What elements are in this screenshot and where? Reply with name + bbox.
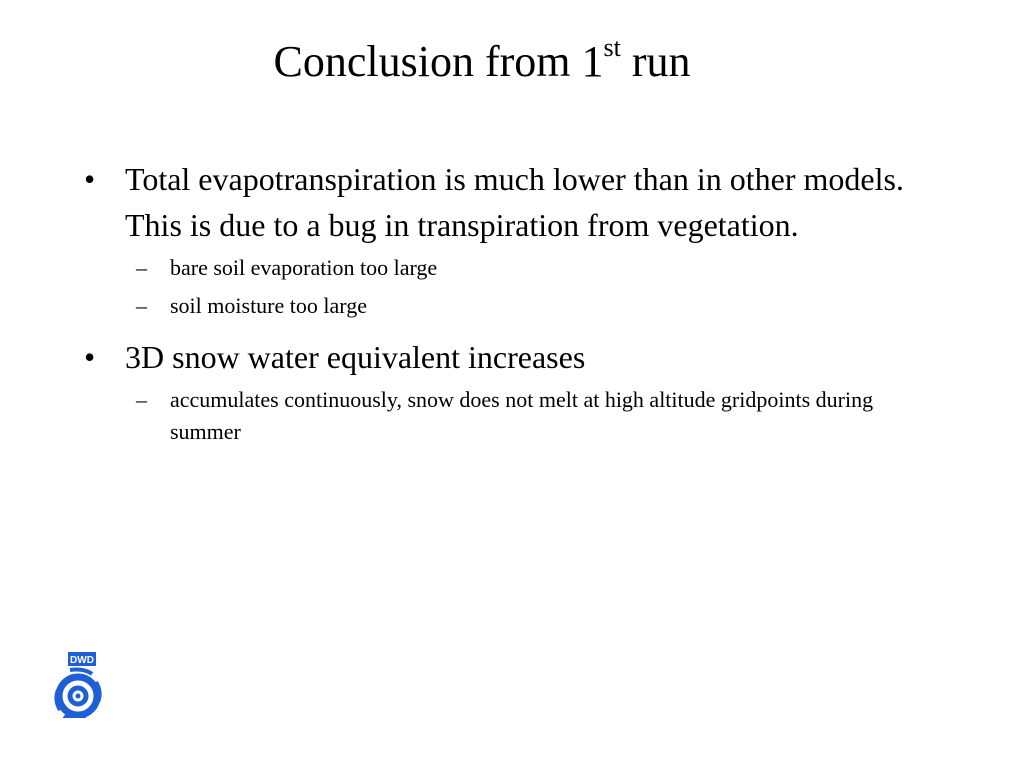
title-superscript: st bbox=[603, 33, 621, 63]
sub-bullet-item bbox=[84, 252, 944, 284]
dwd-logo bbox=[50, 652, 106, 718]
sub-bullet-text: soil moisture too large bbox=[170, 293, 367, 318]
sub-bullet-marker: – bbox=[136, 293, 147, 318]
sub-bullet-item bbox=[84, 290, 944, 322]
bullet-marker: • bbox=[84, 161, 96, 197]
slide-content bbox=[84, 156, 944, 454]
sub-bullet-marker: – bbox=[136, 387, 147, 412]
logo-text: DWD bbox=[70, 655, 94, 666]
bullet-text: Total evapotranspiration is much lower than in other models. This is due to a bug in transpiration from vegetation. bbox=[125, 161, 904, 243]
sub-bullet-text: accumulates continuously, snow does not melt at high altitude gridpoints during summer bbox=[170, 387, 874, 444]
title-end: run bbox=[620, 37, 691, 86]
title-main: Conclusion from 1 bbox=[273, 37, 604, 86]
bullet-item bbox=[84, 334, 944, 380]
sub-bullet-text: bare soil evaporation too large bbox=[170, 255, 438, 280]
bullet-text: 3D snow water equivalent increases bbox=[125, 339, 586, 375]
sub-bullet-marker: – bbox=[136, 255, 147, 280]
dwd-logo-icon bbox=[50, 652, 106, 718]
bullet-item bbox=[84, 156, 944, 248]
bullet-marker: • bbox=[84, 339, 96, 375]
sub-bullet-item bbox=[84, 384, 944, 448]
slide-title bbox=[0, 34, 964, 90]
